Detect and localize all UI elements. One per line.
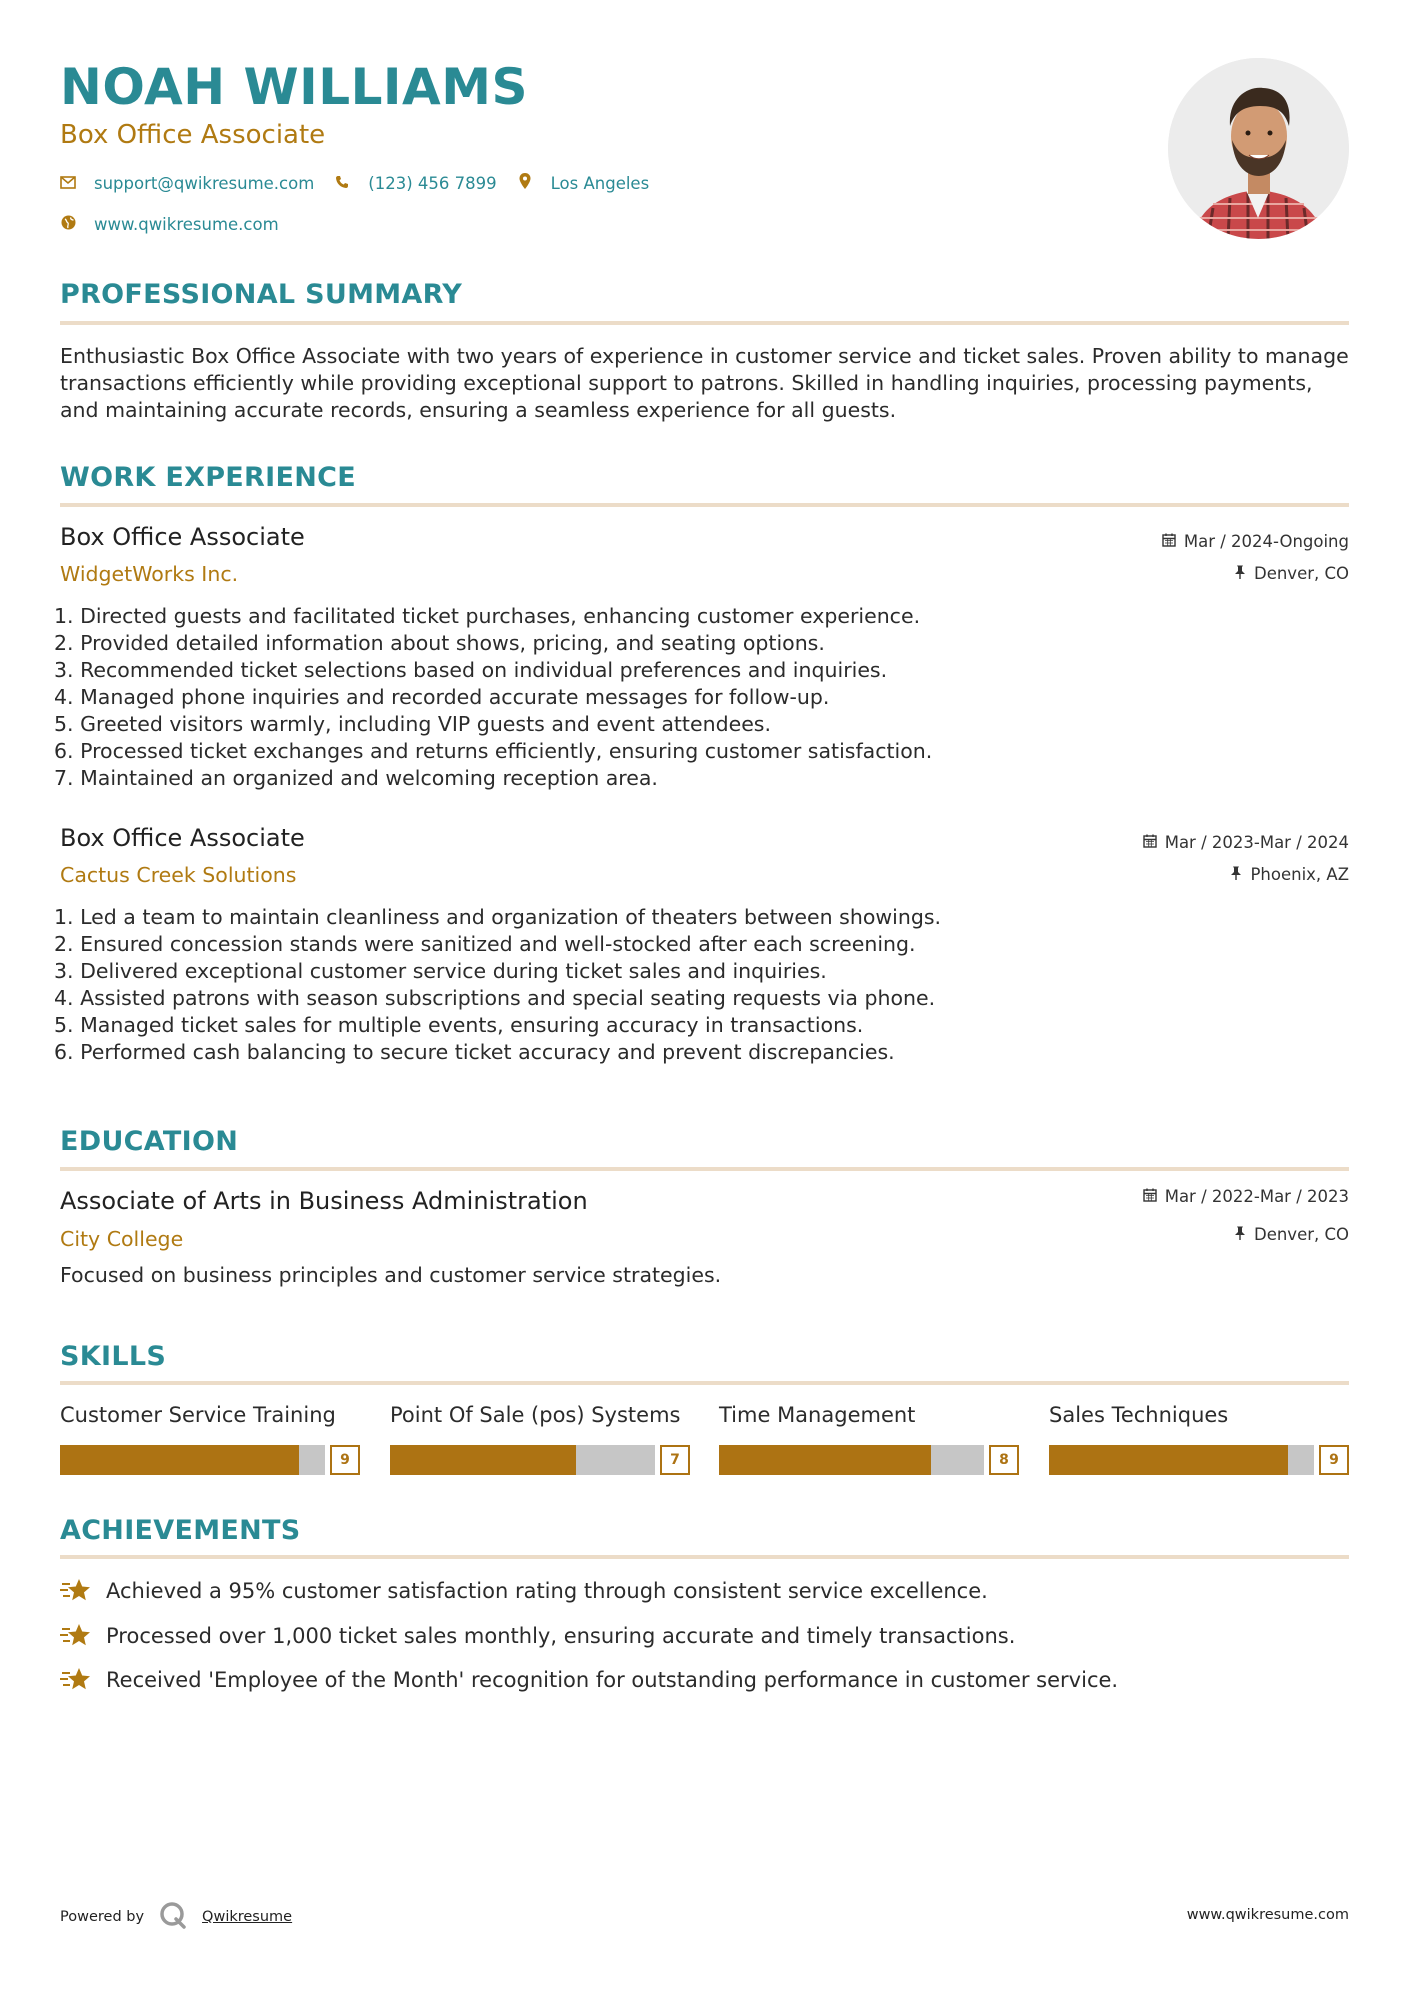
skill-bar-track <box>1049 1445 1314 1475</box>
skill-name: Customer Service Training <box>60 1403 336 1427</box>
job-title: Box Office Associate <box>60 824 305 852</box>
job-location <box>1230 865 1349 884</box>
skill-item <box>60 1403 360 1475</box>
contact-row-website <box>60 215 299 234</box>
skill-rating-bar <box>719 1445 1019 1475</box>
section-divider <box>60 1555 1349 1559</box>
skill-bar-fill <box>719 1445 931 1475</box>
skill-name: Point Of Sale (pos) Systems <box>390 1403 681 1427</box>
skill-bar-track <box>390 1445 655 1475</box>
skill-item <box>390 1403 690 1475</box>
achievement-item <box>60 1621 1015 1651</box>
email-text: support@qwikresume.com <box>94 173 315 193</box>
calendar-icon <box>1143 834 1157 852</box>
company-name: Cactus Creek Solutions <box>60 863 297 887</box>
education-heading: EDUCATION <box>60 1126 239 1157</box>
education-dates <box>1143 1187 1349 1206</box>
skill-score: 8 <box>989 1445 1019 1475</box>
summary-text: Enthusiastic Box Office Associate with two years of experience in customer service and ticket sales. Proven ability to manage transactions efficiently while providing exceptional support to patrons. Skilled in handling inquiries, processing payments, and maintaining accurate records, ensuring a seamless experience for all guests. <box>60 344 1349 422</box>
skill-rating-bar <box>1049 1445 1349 1475</box>
education-location-text: Denver, CO <box>1253 1225 1349 1244</box>
skill-score: 9 <box>330 1445 360 1475</box>
powered-by-label: Powered by <box>60 1909 145 1925</box>
job-dates-text: Mar / 2023-Mar / 2024 <box>1164 833 1349 852</box>
list-item: 6. Processed ticket exchanges and returns efficiently, ensuring customer satisfaction. <box>54 739 933 763</box>
achievement-item <box>60 1665 1118 1695</box>
list-item: 1. Directed guests and facilitated ticket purchases, enhancing customer experience. <box>54 604 921 628</box>
skill-score: 7 <box>660 1445 690 1475</box>
list-item: 4. Managed phone inquiries and recorded accurate messages for follow-up. <box>54 685 830 709</box>
job-location-text: Phoenix, AZ <box>1250 865 1349 884</box>
globe-icon <box>60 215 76 234</box>
qwikresume-logo-icon <box>158 1900 188 1934</box>
skills-heading: SKILLS <box>60 1341 167 1372</box>
job-dates-text: Mar / 2024-Ongoing <box>1183 532 1349 551</box>
footer-website[interactable]: www.qwikresume.com <box>1186 1907 1349 1923</box>
list-item: 2. Provided detailed information about shows, pricing, and seating options. <box>54 631 825 655</box>
star-icon <box>60 1665 92 1695</box>
list-item: 6. Performed cash balancing to secure ticket accuracy and prevent discrepancies. <box>54 1040 895 1064</box>
section-divider <box>60 321 1349 325</box>
location-text: Los Angeles <box>550 173 650 193</box>
list-item: 4. Assisted patrons with season subscriptions and special seating requests via phone. <box>54 986 936 1010</box>
envelope-icon <box>60 174 76 193</box>
contact-phone[interactable] <box>334 174 496 193</box>
job-dates <box>1162 532 1349 551</box>
achievement-text: Received 'Employee of the Month' recognition for outstanding performance in customer service. <box>106 1668 1119 1692</box>
education-dates-text: Mar / 2022-Mar / 2023 <box>1164 1187 1349 1206</box>
section-divider <box>60 503 1349 507</box>
section-divider <box>60 1381 1349 1385</box>
calendar-icon <box>1162 533 1176 551</box>
education-location <box>1234 1225 1349 1244</box>
list-item: 1. Led a team to maintain cleanliness and organization of theaters between showings. <box>54 905 942 929</box>
job-location-text: Denver, CO <box>1253 564 1349 583</box>
skill-name: Sales Techniques <box>1049 1403 1229 1427</box>
contact-location <box>517 173 650 193</box>
company-name: WidgetWorks Inc. <box>60 562 239 586</box>
skill-score: 9 <box>1319 1445 1349 1475</box>
achievement-item <box>60 1576 988 1606</box>
job-bullets <box>54 904 941 1066</box>
skill-bar-fill <box>390 1445 576 1475</box>
skill-bar-track <box>719 1445 984 1475</box>
phone-text: (123) 456 7899 <box>368 173 497 193</box>
education-description: Focused on business principles and customer service strategies. <box>60 1263 722 1287</box>
star-icon <box>60 1576 92 1606</box>
achievements-heading: ACHIEVEMENTS <box>60 1515 301 1546</box>
list-item: 5. Managed ticket sales for multiple events, ensuring accuracy in transactions. <box>54 1013 864 1037</box>
pushpin-icon <box>1234 1226 1246 1244</box>
summary-heading: PROFESSIONAL SUMMARY <box>60 279 463 310</box>
map-pin-icon <box>517 173 533 193</box>
list-item: 5. Greeted visitors warmly, including VIP guests and event attendees. <box>54 712 771 736</box>
calendar-icon <box>1143 1188 1157 1206</box>
list-item: 3. Recommended ticket selections based on individual preferences and inquiries. <box>54 658 888 682</box>
skill-item <box>1049 1403 1349 1475</box>
contact-email[interactable] <box>60 174 314 193</box>
school-name: City College <box>60 1227 184 1251</box>
degree-title: Associate of Arts in Business Administration <box>60 1187 588 1215</box>
contact-row <box>60 173 669 193</box>
list-item: 3. Delivered exceptional customer service during ticket sales and inquiries. <box>54 959 827 983</box>
qwikresume-link[interactable]: Qwikresume <box>202 1909 293 1925</box>
phone-icon <box>334 174 350 193</box>
skill-bar-fill <box>1049 1445 1288 1475</box>
job-title: Box Office Associate <box>60 523 305 551</box>
job-location <box>1234 564 1349 583</box>
contact-website[interactable] <box>60 215 279 234</box>
achievement-text: Achieved a 95% customer satisfaction rating through consistent service excellence. <box>106 1579 988 1603</box>
footer-powered-by <box>60 1900 292 1934</box>
star-icon <box>60 1621 92 1651</box>
pushpin-icon <box>1234 565 1246 583</box>
skill-bar-track <box>60 1445 325 1475</box>
section-divider <box>60 1167 1349 1171</box>
experience-heading: WORK EXPERIENCE <box>60 462 356 493</box>
website-text: www.qwikresume.com <box>94 215 279 234</box>
achievement-text: Processed over 1,000 ticket sales monthly, ensuring accurate and timely transactions. <box>106 1624 1016 1648</box>
candidate-name: NOAH WILLIAMS <box>60 58 528 116</box>
skill-rating-bar <box>390 1445 690 1475</box>
list-item: 7. Maintained an organized and welcoming reception area. <box>54 766 658 790</box>
candidate-title: Box Office Associate <box>60 120 326 150</box>
pushpin-icon <box>1230 866 1242 884</box>
profile-photo <box>1168 58 1349 239</box>
skill-rating-bar <box>60 1445 360 1475</box>
job-dates <box>1143 833 1349 852</box>
job-bullets <box>54 603 932 792</box>
list-item: 2. Ensured concession stands were sanitized and well-stocked after each screening. <box>54 932 916 956</box>
skill-name: Time Management <box>719 1403 916 1427</box>
skill-item <box>719 1403 1019 1475</box>
skill-bar-fill <box>60 1445 299 1475</box>
